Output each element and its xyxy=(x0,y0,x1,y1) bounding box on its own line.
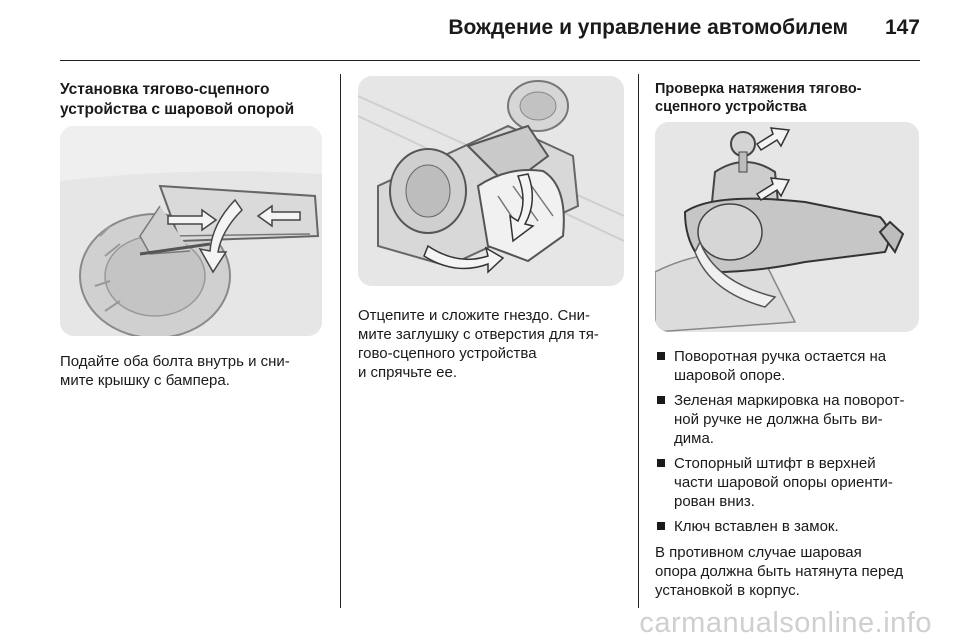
section-heading xyxy=(655,80,927,116)
section-heading xyxy=(60,80,322,120)
heading-line: Проверка натяжения тягово- xyxy=(655,81,862,97)
list-item-line: дима. xyxy=(674,430,714,447)
caption-line: мите заглушку с отверстия для тя- xyxy=(358,326,599,343)
page-header-title: Вождение и управление автомобилем xyxy=(448,16,848,39)
list-item-line: части шаровой опоры ориенти- xyxy=(674,474,893,491)
caption-line: гово-сцепного устройства xyxy=(358,345,537,362)
caption-remove-cover xyxy=(60,352,322,390)
header-divider xyxy=(60,60,920,61)
closing-line: В противном случае шаровая xyxy=(655,544,862,561)
list-item-line: Зеленая маркировка на поворот- xyxy=(674,392,905,409)
closing-paragraph xyxy=(655,543,930,600)
caption-fold-socket xyxy=(358,306,624,382)
heading-line: Установка тягово-сцепного xyxy=(60,81,270,98)
illustration-bumper-cover xyxy=(60,126,322,336)
illustration-ball-hitch xyxy=(655,122,919,332)
section-install-towbar xyxy=(60,80,322,120)
list-item-line: шаровой опоре. xyxy=(674,367,786,384)
caption-line: Подайте оба болта внутрь и сни- xyxy=(60,353,290,370)
illustration-socket-fold xyxy=(358,76,624,286)
list-item xyxy=(655,517,930,536)
page-number: 147 xyxy=(884,16,920,39)
column-divider-1 xyxy=(340,74,341,608)
check-list xyxy=(655,347,930,542)
list-item-line: Ключ вставлен в замок. xyxy=(674,518,839,535)
heading-line: устройства с шаровой опорой xyxy=(60,101,295,118)
list-item-line: рован вниз. xyxy=(674,493,755,510)
closing-line: установкой в корпус. xyxy=(655,582,800,599)
list-item-line: ной ручке не должна быть ви- xyxy=(674,411,883,428)
caption-line: мите крышку с бампера. xyxy=(60,372,230,389)
list-item-line: Стопорный штифт в верхней xyxy=(674,455,876,472)
watermark: carmanualsonline.info xyxy=(639,607,932,639)
closing-line: опора должна быть натянута перед xyxy=(655,563,904,580)
column-divider-2 xyxy=(638,74,639,608)
list-item xyxy=(655,391,930,448)
section-check-tension xyxy=(655,80,927,116)
caption-line: Отцепите и сложите гнездо. Сни- xyxy=(358,307,591,324)
caption-line: и спрячьте ее. xyxy=(358,364,457,381)
list-item xyxy=(655,454,930,511)
list-item xyxy=(655,347,930,385)
list-item-line: Поворотная ручка остается на xyxy=(674,348,887,365)
heading-line: сцепного устройства xyxy=(655,99,807,115)
